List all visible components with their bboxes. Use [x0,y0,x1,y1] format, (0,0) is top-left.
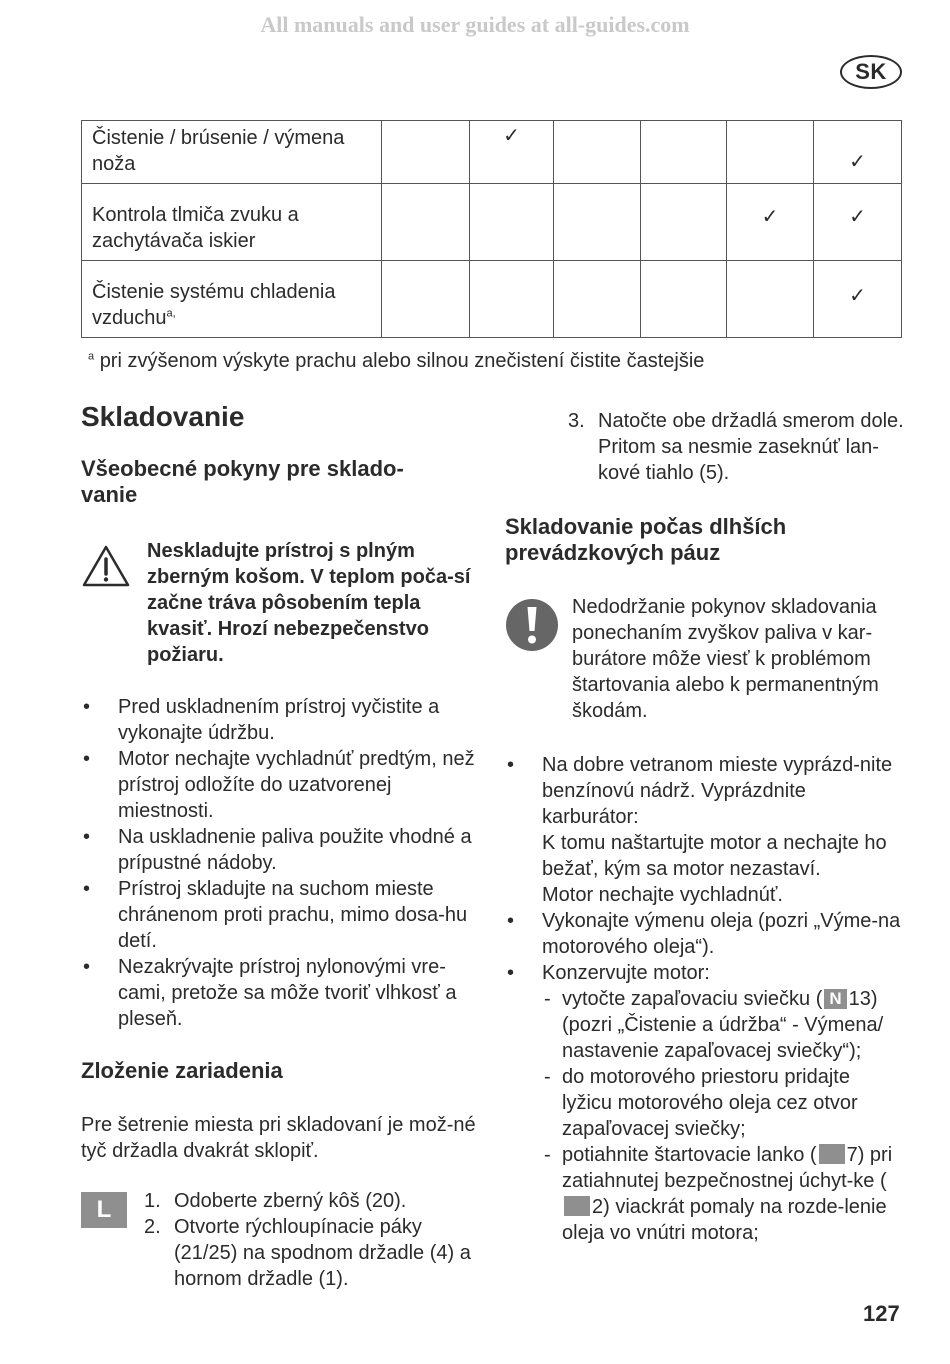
language-badge: SK [840,55,902,89]
left-column [81,400,481,1292]
folding-steps-continued [568,408,905,486]
list-item: • Prístroj skladujte na suchom mieste chránenom proti prachu, mimo dosa-hu detí. [81,876,481,954]
checkmark-icon: ✓ [503,125,520,147]
table-task-cell: Kontrola tlmiča zvuku a zachytávača iskier [82,184,382,261]
list-item: - vytočte zapaľovaciu sviečku ( N 13) (pozri „Čistenie a údržba“ - Výmena/ nastavenie zapaľovacej sviečky“); [542,986,905,1064]
list-item: • Na uskladnenie paliva použite vhodné a prípustné nádoby. [81,824,481,876]
list-item: 3. Natočte obe držadlá smerom dole. Pritom sa nesmie zaseknúť lan-kové tiahlo (5). [568,410,904,484]
page-number: 127 [863,1301,900,1326]
folding-heading: Zloženie zariadenia [81,1058,283,1083]
footnote-marker: a, [166,307,176,320]
list-item: • Pred uskladnením prístroj vyčistite a vykonajte údržbu. [81,694,481,746]
list-item: - potiahnite štartovacie lanko ( 7) pri zatiahnutej bezpečnostnej úchyt-ke (2) viackrát pomaly na rozde-lenie oleja vo vnútri motora; [542,1142,905,1246]
warning-triangle-icon [81,538,131,668]
list-item: • Na dobre vetranom mieste vyprázd-nite benzínovú nádrž. Vyprázdnite karburátor: K tomu naštartujte motor a nechajte ho bežať, kým sa motor nezastaví. Motor nechajte vychladnúť. [505,752,905,908]
list-item: • Nezakrývajte prístroj nylonovými vre-cami, pretože sa môže tvoriť vlhkosť a pleseň. [81,954,481,1032]
list-item: • Motor nechajte vychladnúť predtým, než prístroj odložíte do uzatvorenej miestnosti. [81,746,481,824]
sub-step-list [542,986,905,1246]
checkmark-icon: ✓ [761,206,779,228]
list-item: • Vykonajte výmenu oleja (pozri „Výme-na motorového oleja“). [505,908,905,960]
folding-intro: Pre šetrenie miesta pri skladovaní je mož-né tyč držadla dvakrát sklopiť. [81,1114,476,1162]
table-row [82,184,902,261]
table-footnote: $^a$ pri zvýšenom výskyte prachu alebo silnou znečistení čistite častejšie [88,350,705,372]
figure-ref-badge: L [81,1192,127,1228]
table-task-cell: Čistenie / brúsenie / výmena noža [82,121,382,184]
checkmark-icon: ✓ [849,206,866,228]
table-row [82,261,902,338]
general-heading: Všeobecné pokyny pre sklado- vanie [81,456,404,507]
checkmark-icon: ✓ [849,285,866,307]
table-task-cell: Čistenie systému chladenia vzduchu$^{a,}$ [82,261,382,338]
maintenance-table [81,120,902,338]
figure-ref-badge: N [824,989,846,1009]
right-column [505,408,905,1246]
list-item: 2. Otvorte rýchloupínacie páky (21/25) na spodnom držadle (4) a hornom držadle (1). [144,1216,471,1290]
figure-ref-badge [564,1196,590,1216]
exclamation-icon [505,598,559,652]
warning-block [81,538,481,668]
warning-text: Neskladujte prístroj s plným zberným košom. V teplom poča-sí začne tráva pôsobením tepla kvasiť. Hrozí nebezpečenstvo požiaru. [147,540,471,666]
section-title: Skladovanie [81,401,245,432]
list-item: 1. Odoberte zberný kôš (20). [144,1190,407,1212]
figure-ref-badge [819,1144,845,1164]
long-breaks-bullet-list [505,752,905,1246]
table-row [82,121,902,184]
general-bullet-list [81,694,481,1032]
long-breaks-heading: Skladovanie počas dlhších prevádzkových páuz [505,514,787,565]
list-item: - do motorového priestoru pridajte lyžicu motorového oleja cez otvor zapaľovacej sviečky; [542,1064,905,1142]
notice-text: Nedodržanie pokynov skladovania ponechaním zvyškov paliva v kar-burátore môže viesť k problémom štartovania alebo k permanentným škodám. [572,596,879,722]
watermark: All manuals and user guides at all-guides.com [260,12,690,37]
checkmark-icon: ✓ [849,151,866,173]
notice-block [505,594,905,724]
folding-steps-block [81,1188,481,1292]
list-item: • Konzervujte motor: - vytočte zapaľovaciu sviečku ( N 13) (pozri „Čistenie a údržba“ - Výmena/ nastavenie zapaľovacej sviečky“); - do motorového priestoru pridajte lyžicu motorového oleja cez otvor zapaľovacej sviečky; - potiahnite štartovacie lanko ( 7) pri zatiahnutej bezpečnostnej úchyt-ke (2) viackrát pomaly na rozde-lenie oleja vo vnútri motora; [505,960,905,1246]
folding-steps [144,1188,479,1292]
